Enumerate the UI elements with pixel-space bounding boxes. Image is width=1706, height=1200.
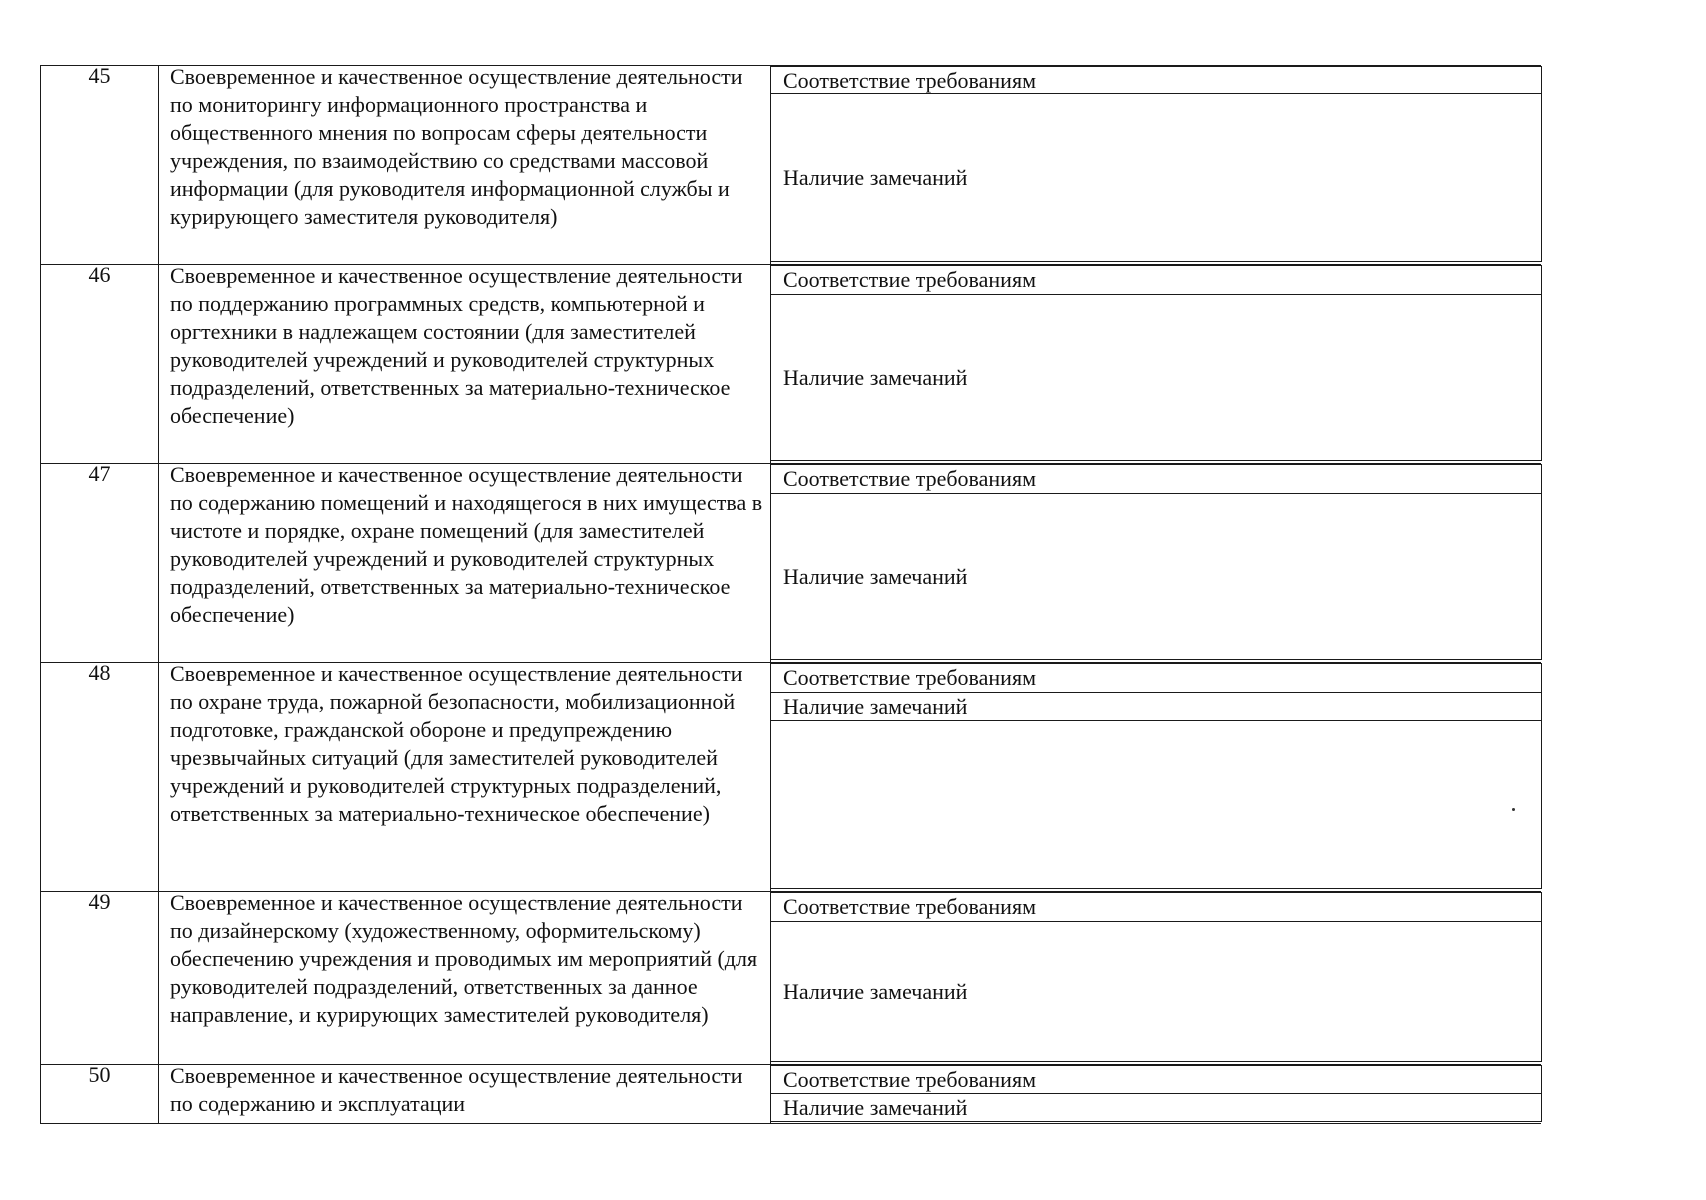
row-number: 50	[88, 1062, 111, 1087]
row-description-cell	[159, 66, 771, 265]
row-criteria-cell	[771, 1065, 1541, 1124]
row-number: 48	[88, 660, 111, 685]
table-row	[41, 1065, 1541, 1124]
row-description-cell	[159, 663, 771, 892]
row-number-cell	[41, 889, 159, 1065]
row-number-cell	[41, 660, 159, 892]
row-description: Своевременное и качественное осуществление деятельности по содержанию помещений и находящегося в них имущества в чистоте и порядке, охране помещений (для заместителей руководителей учреждений и руководителей структурных подразделений, ответственных за материально-техническое обеспечение)	[170, 462, 763, 627]
table-row	[41, 265, 1541, 464]
criterion-remarks	[771, 295, 1542, 461]
row-description: Своевременное и качественное осуществление деятельности по содержанию и эксплуатации	[170, 1063, 743, 1116]
criterion-remarks	[771, 922, 1542, 1062]
criterion-remarks-label: Наличие замечаний	[783, 365, 968, 390]
criterion-compliance: Соответствие требованиям	[771, 265, 1542, 295]
row-criteria-cell	[771, 663, 1541, 892]
row-criteria-cell	[771, 464, 1541, 663]
scan-speck	[1512, 808, 1515, 811]
row-criteria-cell	[771, 892, 1541, 1065]
row-number: 45	[88, 63, 111, 88]
table-row	[41, 663, 1541, 892]
row-number: 47	[88, 461, 111, 486]
criterion-remarks	[771, 494, 1542, 660]
table-row	[41, 892, 1541, 1065]
row-number-cell	[41, 461, 159, 663]
criterion-compliance: Соответствие требованиям	[771, 66, 1542, 94]
row-description-cell	[159, 464, 771, 663]
criteria-table	[40, 65, 1541, 1124]
row-number-cell	[41, 262, 159, 464]
row-description-cell	[159, 265, 771, 464]
criterion-remarks: Наличие замечаний	[771, 1094, 1542, 1122]
row-description: Своевременное и качественное осуществление деятельности по охране труда, пожарной безопасности, мобилизационной подготовке, гражданской обороне и предупреждению чрезвычайных ситуаций (для заместителей руководителей учреждений и руководителей структурных подразделений, ответственных за материально-техническое обеспечение)	[170, 661, 743, 826]
row-description: Своевременное и качественное осуществление деятельности по мониторингу информационного пространства и общественного мнения по вопросам сферы деятельности учреждения, по взаимодействию со средствами массовой информации (для руководителя информационной службы и курирующего заместителя руководителя)	[170, 64, 743, 229]
criterion-remarks	[771, 94, 1542, 262]
row-criteria-cell	[771, 265, 1541, 464]
row-description: Своевременное и качественное осуществление деятельности по дизайнерскому (художественному, оформительскому) обеспечению учреждения и проводимых им мероприятий (для руководителей подразделений, ответственных за данное направление, и курирующих заместителей руководителя)	[170, 890, 758, 1027]
row-number-cell	[41, 1062, 159, 1124]
row-description-cell	[159, 1065, 771, 1124]
criterion-compliance: Соответствие требованиям	[771, 1065, 1542, 1094]
criterion-remarks-label: Наличие замечаний	[783, 564, 968, 589]
row-number: 46	[88, 262, 111, 287]
criterion-empty-box	[771, 721, 1542, 889]
row-number: 49	[88, 889, 111, 914]
row-description: Своевременное и качественное осуществление деятельности по поддержанию программных средств, компьютерной и оргтехники в надлежащем состоянии (для заместителей руководителей учреждений и руководителей структурных подразделений, ответственных за материально-техническое обеспечение)	[170, 263, 743, 428]
criterion-remarks-label: Наличие замечаний	[783, 979, 968, 1004]
row-criteria-cell	[771, 66, 1541, 265]
criterion-remarks: Наличие замечаний	[771, 693, 1542, 721]
row-number-cell	[41, 63, 159, 265]
criterion-remarks-label: Наличие замечаний	[783, 165, 968, 190]
criterion-compliance: Соответствие требованиям	[771, 464, 1542, 494]
row-description-cell	[159, 892, 771, 1065]
criterion-compliance: Соответствие требованиям	[771, 892, 1542, 922]
table-row	[41, 464, 1541, 663]
criterion-compliance: Соответствие требованиям	[771, 663, 1542, 693]
table-row	[41, 66, 1541, 265]
